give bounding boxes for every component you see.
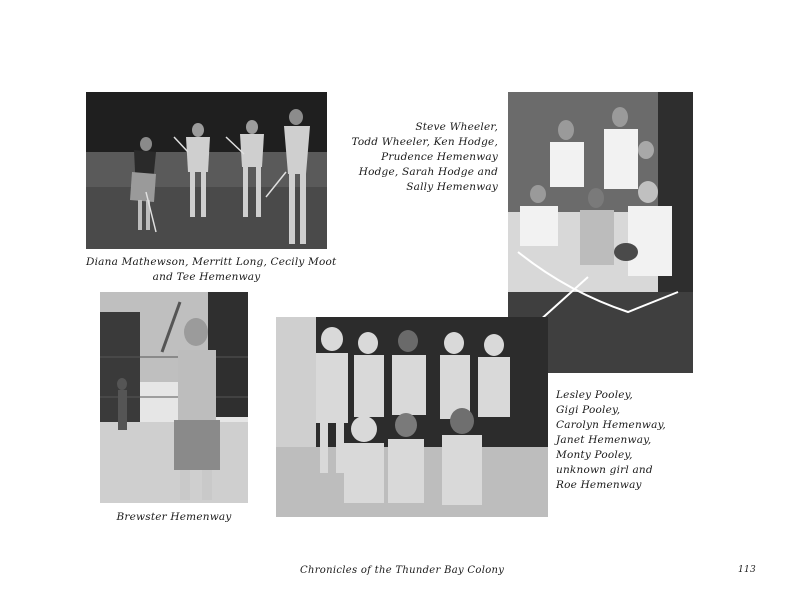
- children-caption-line-7: Roe Hemenway: [556, 479, 642, 491]
- children-caption: [556, 388, 696, 493]
- brewster-caption-text: Brewster Hemenway: [116, 511, 232, 523]
- brewster-photo: [100, 292, 248, 503]
- croquet-photo: [86, 92, 327, 249]
- children-caption-line-6: unknown girl and: [556, 464, 653, 476]
- croquet-caption-line-1: Diana Mathewson, Merritt Long, Cecily Moot: [86, 256, 337, 268]
- wheeler-caption-line-4: Hodge, Sarah Hodge and: [358, 166, 498, 178]
- children-caption-line-3: Carolyn Hemenway,: [556, 419, 666, 431]
- page-number: 113: [738, 565, 757, 575]
- brewster-caption: [100, 510, 248, 525]
- wheeler-caption-line-5: Sally Hemenway: [406, 181, 498, 193]
- croquet-caption-line-2: and Tee Hemenway: [152, 271, 261, 283]
- footer-title: Chronicles of the Thunder Bay Colony: [300, 565, 505, 576]
- wheeler-caption-line-3: Prudence Hemenway: [381, 151, 498, 163]
- children-caption-line-2: Gigi Pooley,: [556, 404, 621, 416]
- children-caption-line-1: Lesley Pooley,: [556, 389, 633, 401]
- children-caption-line-5: Monty Pooley,: [556, 449, 633, 461]
- croquet-caption: [86, 255, 337, 285]
- wheeler-caption-line-1: Steve Wheeler,: [415, 121, 498, 133]
- children-photo: [276, 317, 548, 517]
- wheeler-caption-line-2: Todd Wheeler, Ken Hodge,: [351, 136, 498, 148]
- children-caption-line-4: Janet Hemenway,: [556, 434, 652, 446]
- wheeler-group-caption: [330, 120, 498, 195]
